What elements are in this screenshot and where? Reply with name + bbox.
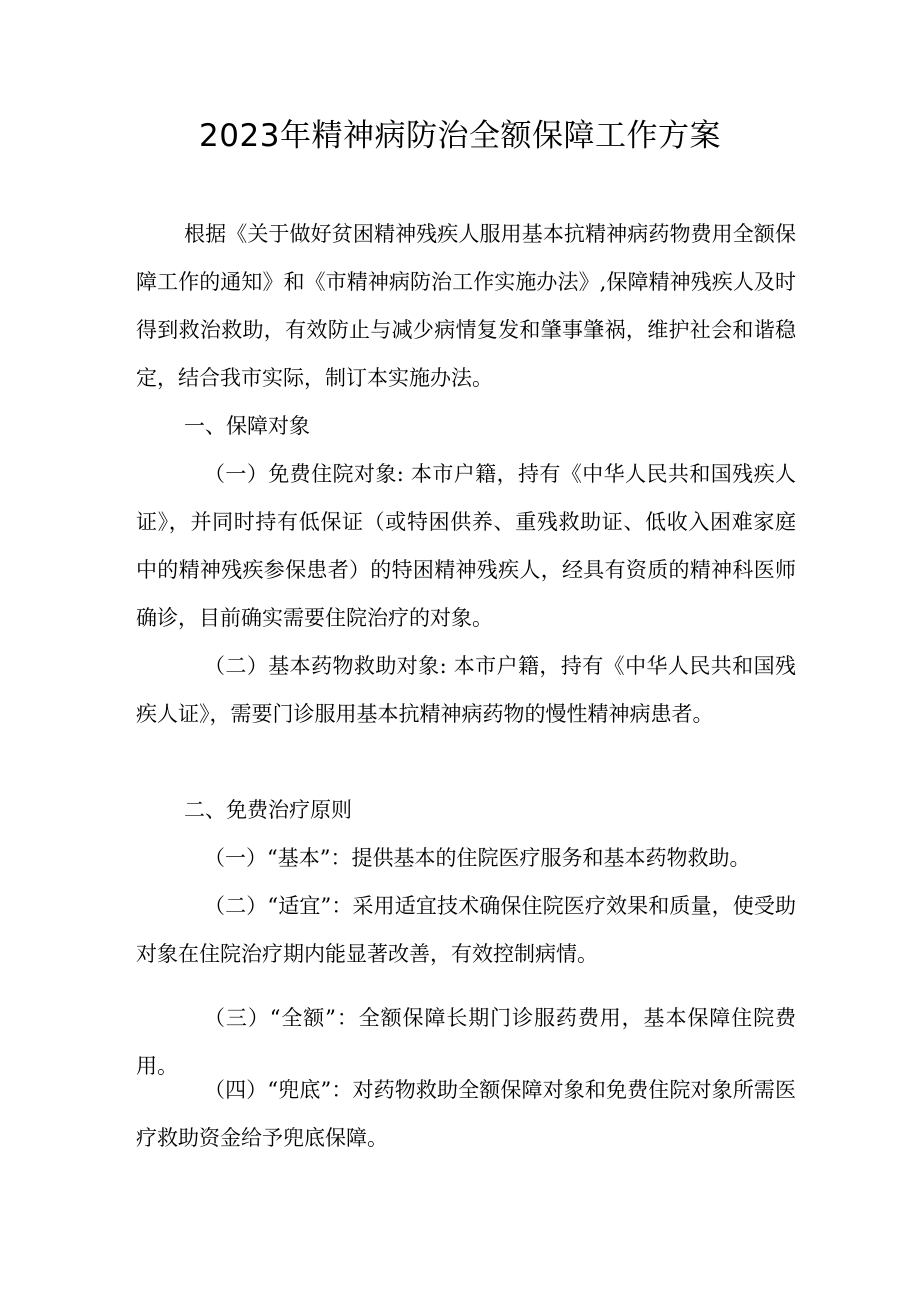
list-item-free-hospitalization: （一）免费住院对象: 本市户籍，持有《中华人民共和国残疾人证》，并同时持有低保证（或特困供养、重残救助证、低收入困难家庭中的精神残疾参保患者）的特困精神残疾人，经具有资质的精神科医师确诊，目前确实需要住院治疗的对象。 bbox=[136, 462, 796, 630]
section-heading-protection-targets: 一、保障对象 bbox=[184, 414, 310, 438]
list-item-basic-medicine-aid: （二）基本药物救助对象: 本市户籍，持有《中华人民共和国残疾人证》，需要门诊服用基本抗精神病药物的慢性精神病患者。 bbox=[136, 654, 796, 726]
intro-paragraph: 根据《关于做好贫困精神残疾人服用基本抗精神病药物费用全额保障工作的通知》和《市精神病防治工作实施办法》,保障精神残疾人及时得到救治救助，有效防止与减少病情复发和肇事肇祸，维护社会和谐稳定，结合我市实际，制订本实施办法。 bbox=[136, 222, 796, 390]
list-item-principle-safety-net: （四）“兜底”：对药物救助全额保障对象和免费住院对象所需医疗救助资金给予兜底保障。 bbox=[136, 1078, 796, 1150]
list-item-principle-full-amount: （三）“全额”：全额保障长期门诊服药费用，基本保障住院费用。 bbox=[136, 1006, 796, 1078]
list-item-principle-appropriate: （二）“适宜”：采用适宜技术确保住院医疗效果和质量，使受助对象在住院治疗期内能显著改善，有效控制病情。 bbox=[136, 894, 796, 966]
section-heading-treatment-principles: 二、免费治疗原则 bbox=[184, 798, 352, 822]
document-title: 2023年精神病防治全额保障工作方案 bbox=[199, 118, 721, 154]
list-item-principle-basic: （一）“基本”：提供基本的住院医疗服务和基本药物救助。 bbox=[204, 846, 751, 870]
